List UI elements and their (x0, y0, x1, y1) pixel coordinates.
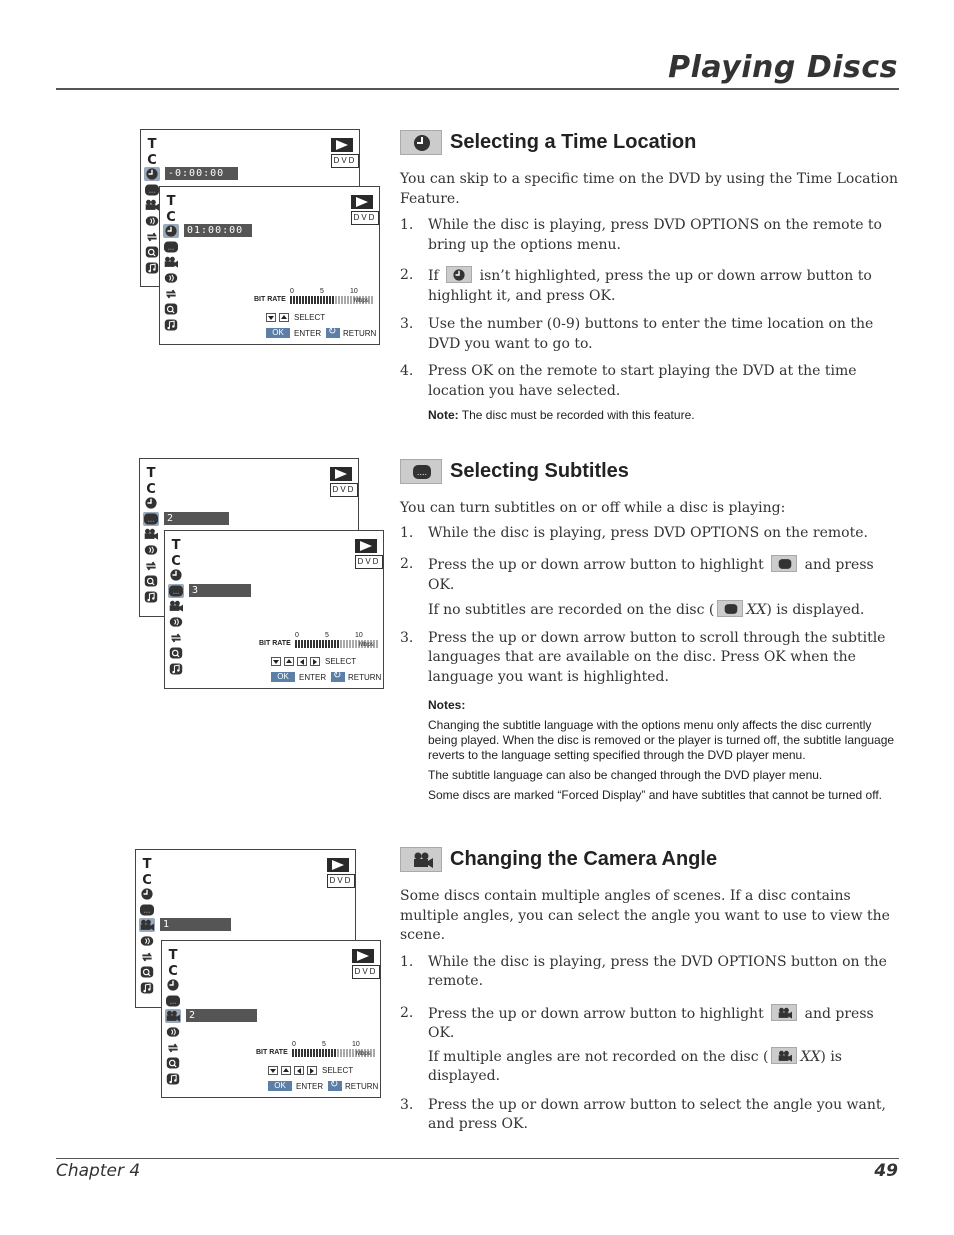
osd-screen (164, 530, 384, 689)
meter-bar (326, 296, 328, 304)
return-icon[interactable] (328, 1081, 342, 1091)
page-number: 49 (874, 1161, 898, 1181)
tick-label: 0 (290, 288, 294, 295)
osd-screen (161, 940, 381, 1098)
svg-text:T: T (146, 466, 156, 479)
music-icon[interactable] (165, 1072, 181, 1086)
audio-icon[interactable] (143, 543, 159, 557)
osd-value-field: 3 SPANISH (189, 584, 251, 597)
music-icon[interactable] (168, 662, 184, 676)
camera-angle-section (400, 845, 900, 1135)
svg-text:....: .... (172, 589, 180, 596)
meter-bar (346, 640, 348, 648)
mbps-label: Mbps (359, 642, 374, 648)
svg-text:T: T (171, 538, 181, 551)
repeat-icon[interactable] (144, 230, 160, 244)
step-number: 2. (400, 267, 414, 283)
ok-button[interactable]: OK (268, 1081, 292, 1091)
meter-bar (314, 296, 316, 304)
title-icon[interactable] (163, 193, 179, 207)
zoom-icon[interactable] (168, 646, 184, 660)
play-icon (331, 138, 353, 152)
step (400, 953, 900, 992)
meter-bar (307, 1049, 309, 1057)
tick-label: 0 (292, 1041, 296, 1048)
meter-bar (322, 640, 324, 648)
meter-bar (346, 1049, 348, 1057)
section-heading (400, 845, 900, 875)
camera-angle-icon (771, 1047, 797, 1064)
meter-bar (311, 296, 313, 304)
select-label: SELECT (322, 1066, 354, 1075)
meter-bar (334, 640, 336, 648)
page-title: Playing Discs (668, 50, 898, 85)
return-label: RETURN (348, 673, 382, 682)
music-icon[interactable] (144, 261, 160, 275)
meter-bar (328, 1049, 330, 1057)
step-text: Press the up or down arrow button to highlight (428, 1005, 764, 1022)
tick-label: 10 (350, 288, 358, 295)
meter-bar (310, 1049, 312, 1057)
step-text: Press the up or down arrow button to select the angle you want, and press OK. (428, 1096, 886, 1132)
step (400, 555, 900, 621)
meter-bar (352, 640, 354, 648)
ok-button[interactable]: OK (271, 672, 295, 682)
svg-text:....: .... (169, 999, 177, 1006)
xx-text: XX (800, 1048, 821, 1065)
subtitle-icon[interactable] (168, 584, 184, 598)
arrow-right-icon[interactable] (310, 657, 320, 666)
clock-icon[interactable] (165, 978, 181, 992)
subtitle-icon[interactable] (165, 994, 181, 1008)
meter-bar (376, 640, 378, 648)
osd-screen (159, 186, 380, 345)
meter-bar (331, 640, 333, 648)
ok-button[interactable]: OK (266, 328, 290, 338)
meter-bar (323, 296, 325, 304)
section-title: Changing the Camera Angle (450, 848, 718, 870)
svg-text:....: .... (416, 468, 428, 477)
meter-bar (344, 296, 346, 304)
meter-bar (301, 1049, 303, 1057)
svg-text:T: T (142, 857, 152, 870)
play-icon (327, 858, 349, 872)
meter-bar (292, 1049, 294, 1057)
meter-bar (334, 1049, 336, 1057)
clock-icon[interactable] (168, 568, 184, 582)
step (400, 216, 900, 255)
section-heading (400, 128, 900, 158)
chapter-icon[interactable] (168, 553, 184, 567)
enter-label: ENTER (299, 673, 327, 682)
title-icon[interactable] (143, 465, 159, 479)
select-label: SELECT (325, 657, 357, 666)
arrow-left-icon[interactable] (297, 657, 307, 666)
mbps-label: Mbps (356, 1051, 371, 1057)
svg-text:C: C (142, 872, 152, 886)
meter-bar (304, 640, 306, 648)
osd-value-field: -0:00:00 (165, 167, 238, 180)
zoom-icon[interactable] (143, 574, 159, 588)
step-text: Press the up or down arrow button to scroll through the subtitle languages that are available on the disc. Press OK when the language you want is highlighted. (428, 629, 886, 685)
note-item: Changing the subtitle language with the options menu only affects the disc currently being played. When the disc is removed or the player is turned off, the subtitle language reverts to the language setting specified through the DVD player menu. (428, 718, 895, 762)
step-detail-text: If multiple angles are not recorded on the disc ( (428, 1048, 769, 1065)
meter-bar (338, 296, 340, 304)
meter-bar (290, 296, 292, 304)
meter-bar (340, 1049, 342, 1057)
enter-label: ENTER (296, 1082, 324, 1091)
svg-text:C: C (147, 152, 157, 166)
meter-bar (317, 296, 319, 304)
section-title: Selecting Subtitles (450, 460, 629, 482)
steps-list (400, 524, 900, 688)
chapter-icon[interactable] (163, 209, 179, 223)
bitrate-label: BIT RATE (259, 640, 291, 647)
camera-angle-icon (771, 1004, 797, 1021)
meter-bar (304, 1049, 306, 1057)
notes-label: Notes: (428, 698, 466, 712)
meter-bar (325, 1049, 327, 1057)
subtitle-icon[interactable] (163, 240, 179, 254)
meter-bar (316, 640, 318, 648)
music-icon[interactable] (163, 318, 179, 332)
bitrate-label: BIT RATE (254, 296, 286, 303)
arrow-right-icon[interactable] (307, 1066, 317, 1075)
meter-bar (371, 296, 373, 304)
chapter-icon[interactable] (143, 481, 159, 495)
chapter-label: Chapter 4 (56, 1161, 141, 1181)
step (400, 629, 900, 688)
dvd-label: DVD (327, 874, 355, 888)
step-text: and press OK. (428, 1005, 874, 1041)
meter-bar (349, 1049, 351, 1057)
camera-angle-icon (400, 847, 442, 872)
step-text: Press OK on the remote to start playing the DVD at the time location you have selected. (428, 363, 857, 399)
meter-bar (299, 296, 301, 304)
return-label: RETURN (345, 1082, 379, 1091)
svg-text:T: T (147, 137, 157, 150)
tick-label: 10 (352, 1041, 360, 1048)
osd-value-field: 2 (186, 1009, 257, 1022)
note-text: The disc must be recorded with this feature. (461, 408, 695, 422)
steps-list (400, 953, 900, 1135)
svg-text:....: .... (167, 245, 175, 252)
intro-text: You can skip to a specific time on the DVD by using the Time Location Feature. (400, 171, 899, 207)
step-detail (428, 1047, 900, 1087)
xx-text: XX (746, 602, 767, 618)
meter-bar (340, 640, 342, 648)
meter-bar (316, 1049, 318, 1057)
step-detail (428, 600, 864, 621)
arrow-up-icon[interactable] (281, 1066, 291, 1075)
step-text: Use the number (0-9) buttons to enter the time location on the DVD you want to go to. (428, 316, 874, 352)
svg-text:C: C (166, 209, 176, 223)
meter-bar (301, 640, 303, 648)
camera-angle-icon[interactable] (165, 1009, 181, 1023)
osd-value-field: 2 (164, 512, 229, 525)
camera-angle-icon[interactable] (139, 918, 155, 932)
meter-bar (298, 640, 300, 648)
meter-bar (350, 296, 352, 304)
step-text: isn’t highlighted, press the up or down arrow button to highlight it, and press OK. (428, 268, 872, 304)
step-number: 1. (400, 953, 414, 970)
tick-label: 5 (322, 1041, 326, 1048)
meter-bar (355, 640, 357, 648)
zoom-icon[interactable] (139, 965, 155, 979)
arrow-left-icon[interactable] (294, 1066, 304, 1075)
arrow-up-icon[interactable] (279, 313, 289, 322)
tick-label: 5 (320, 288, 324, 295)
meter-bar (352, 1049, 354, 1057)
camera-angle-icon[interactable] (144, 198, 160, 212)
repeat-icon[interactable] (165, 1041, 181, 1055)
title-icon[interactable] (165, 947, 181, 961)
meter-bar (296, 296, 298, 304)
chapter-icon[interactable] (165, 963, 181, 977)
dvd-label: DVD (331, 154, 359, 168)
tick-label: 10 (355, 632, 363, 639)
meter-bar (329, 296, 331, 304)
step-number: 3. (400, 629, 414, 646)
subtitles-section (400, 457, 900, 803)
step-number: 4. (400, 363, 414, 379)
svg-text:C: C (168, 963, 178, 977)
note-item: The subtitle language can also be changed through the DVD player menu. (428, 768, 823, 782)
title-icon[interactable] (144, 136, 160, 150)
meter-bar (331, 1049, 333, 1057)
intro-text: You can turn subtitles on or off while a disc is playing: (400, 500, 786, 516)
step (400, 362, 900, 401)
step-detail-text: ) is displayed. (766, 602, 865, 618)
meter-bar (341, 296, 343, 304)
step-text: and press OK. (428, 557, 874, 593)
subtitle-icon[interactable] (139, 903, 155, 917)
step-number: 2. (400, 1004, 414, 1021)
clock-icon[interactable] (143, 496, 159, 510)
meter-bar (313, 640, 315, 648)
arrow-down-icon[interactable] (271, 657, 281, 666)
clock-icon[interactable] (139, 887, 155, 901)
music-icon[interactable] (139, 981, 155, 995)
arrow-down-icon[interactable] (268, 1066, 278, 1075)
clock-icon[interactable] (163, 224, 179, 238)
step (400, 1004, 900, 1087)
step (400, 315, 900, 354)
chapter-icon[interactable] (144, 152, 160, 166)
zoom-icon[interactable] (144, 245, 160, 259)
step-number: 3. (400, 316, 414, 332)
return-label: RETURN (343, 329, 377, 338)
svg-text:C: C (171, 553, 181, 567)
meter-bar (302, 296, 304, 304)
zoom-icon[interactable] (165, 1056, 181, 1070)
svg-text:....: .... (148, 188, 156, 195)
repeat-icon[interactable] (143, 559, 159, 573)
meter-bar (328, 640, 330, 648)
osd-value-field: 1 (160, 918, 231, 931)
step-number: 1. (400, 217, 414, 233)
clock-icon (400, 130, 442, 155)
meter-bar (343, 1049, 345, 1057)
meter-bar (320, 296, 322, 304)
step-number: 3. (400, 1096, 414, 1113)
meter-bar (307, 640, 309, 648)
svg-text:C: C (146, 481, 156, 495)
meter-bar (305, 296, 307, 304)
camera-angle-icon[interactable] (163, 255, 179, 269)
notes-block (428, 698, 900, 803)
meter-bar (322, 1049, 324, 1057)
meter-bar (298, 1049, 300, 1057)
meter-bar (295, 640, 297, 648)
note-item: Some discs are marked “Forced Display” and have subtitles that cannot be turned off. (428, 788, 883, 802)
music-icon[interactable] (143, 590, 159, 604)
footer-rule (56, 1158, 899, 1159)
audio-icon[interactable] (165, 1025, 181, 1039)
meter-bar (373, 1049, 375, 1057)
meter-bar (337, 1049, 339, 1057)
bitrate-label: BIT RATE (256, 1049, 288, 1056)
subtitle-icon (717, 600, 743, 617)
mbps-label: Mbps (354, 298, 369, 304)
step-number: 1. (400, 524, 414, 541)
meter-bar (319, 640, 321, 648)
meter-bar (295, 1049, 297, 1057)
step (400, 1096, 900, 1135)
meter-bar (310, 640, 312, 648)
step-detail-text: If no subtitles are recorded on the disc ( (428, 602, 715, 618)
clock-icon[interactable] (144, 167, 160, 181)
clock-icon (446, 266, 472, 283)
meter-bar (347, 296, 349, 304)
enter-label: ENTER (294, 329, 322, 338)
step-text: Press the up or down arrow button to highlight (428, 557, 764, 573)
audio-icon[interactable] (139, 934, 155, 948)
note (428, 408, 900, 423)
subtitle-icon[interactable] (143, 512, 159, 526)
svg-text:....: .... (143, 908, 151, 915)
audio-icon[interactable] (168, 615, 184, 629)
steps-list (400, 216, 900, 401)
dvd-label: DVD (330, 483, 358, 497)
repeat-icon[interactable] (163, 287, 179, 301)
tick-label: 5 (325, 632, 329, 639)
arrow-up-icon[interactable] (284, 657, 294, 666)
meter-bar (313, 1049, 315, 1057)
audio-icon[interactable] (163, 271, 179, 285)
title-icon[interactable] (139, 856, 155, 870)
meter-bar (349, 640, 351, 648)
meter-bar (293, 296, 295, 304)
arrow-down-icon[interactable] (266, 313, 276, 322)
subtitle-icon[interactable] (144, 183, 160, 197)
step (400, 266, 900, 306)
note-label: Note: (428, 408, 459, 422)
subtitle-icon (400, 459, 442, 484)
repeat-icon[interactable] (139, 950, 155, 964)
select-label: SELECT (294, 313, 326, 322)
repeat-icon[interactable] (168, 631, 184, 645)
section-title: Selecting a Time Location (450, 131, 697, 153)
svg-text:....: .... (147, 517, 155, 524)
subtitle-icon (771, 555, 797, 572)
camera-angle-icon[interactable] (143, 527, 159, 541)
play-icon (351, 195, 373, 209)
tick-label: 0 (295, 632, 299, 639)
play-icon (352, 949, 374, 963)
return-icon[interactable] (326, 328, 340, 338)
camera-angle-icon[interactable] (168, 599, 184, 613)
svg-text:T: T (168, 948, 178, 961)
header-rule (56, 88, 899, 90)
chapter-icon[interactable] (139, 872, 155, 886)
svg-text:T: T (166, 194, 176, 207)
dvd-label: DVD (352, 965, 380, 979)
dvd-label: DVD (351, 211, 379, 225)
time-location-section (400, 128, 900, 423)
step (400, 524, 900, 544)
step-text: If (428, 268, 439, 284)
section-heading (400, 457, 900, 487)
play-icon (330, 467, 352, 481)
meter-bar (325, 640, 327, 648)
zoom-icon[interactable] (163, 302, 179, 316)
play-icon (355, 539, 377, 553)
return-icon[interactable] (331, 672, 345, 682)
meter-bar (343, 640, 345, 648)
step-text: While the disc is playing, press the DVD OPTIONS button on the remote. (428, 953, 887, 989)
meter-bar (319, 1049, 321, 1057)
dvd-label: DVD (355, 555, 383, 569)
intro-text: Some discs contain multiple angles of scenes. If a disc contains multiple angles, you can select the angle you want to use to view the scene. (400, 888, 890, 943)
step-text: While the disc is playing, press DVD OPTIONS on the remote to bring up the options menu. (428, 217, 882, 253)
meter-bar (332, 296, 334, 304)
meter-bar (335, 296, 337, 304)
osd-value-field: 01:00:00 (184, 224, 252, 237)
audio-icon[interactable] (144, 214, 160, 228)
step-text: While the disc is playing, press DVD OPTIONS on the remote. (428, 524, 868, 541)
title-icon[interactable] (168, 537, 184, 551)
step-detail-text: ) is displayed. (428, 1048, 842, 1084)
meter-bar (337, 640, 339, 648)
meter-bar (308, 296, 310, 304)
step-number: 2. (400, 556, 414, 572)
